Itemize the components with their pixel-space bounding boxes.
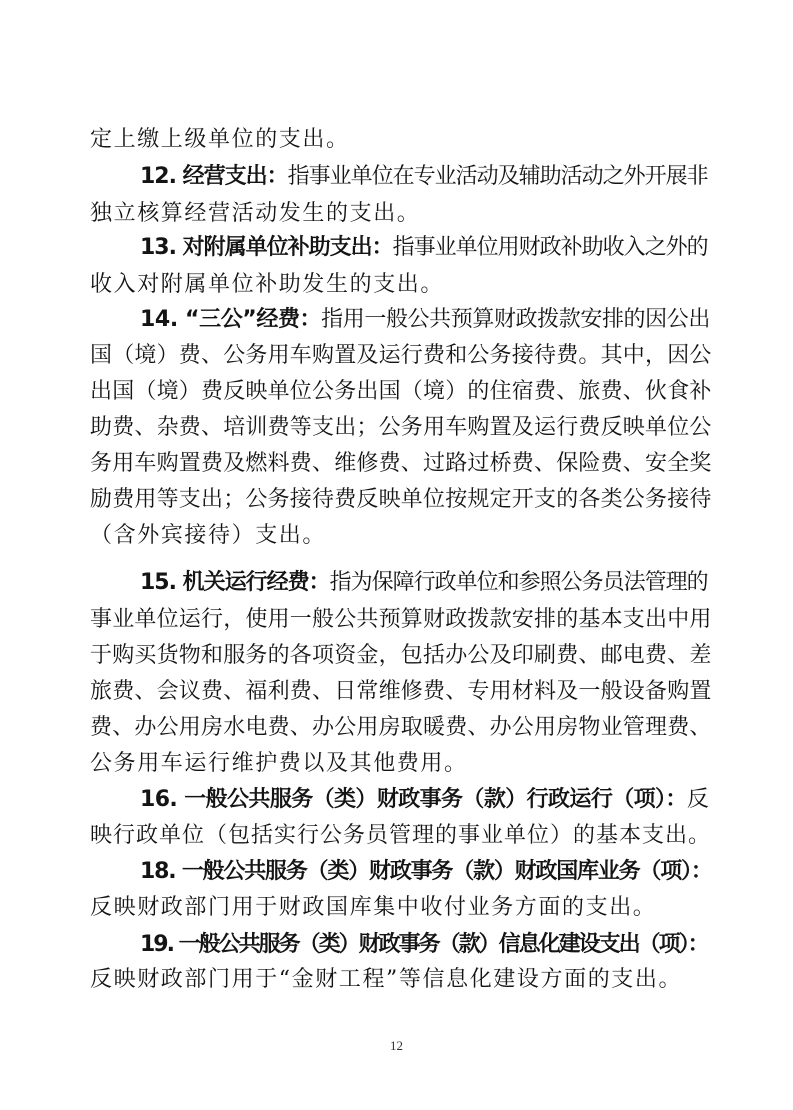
- definition-term: 14. “三公”经费：: [140, 307, 322, 332]
- definition-term: 15. 机关运行经费：: [140, 570, 330, 595]
- paragraph-text: 收入对附属单位补助发生的支出。: [90, 272, 445, 297]
- text-line: [90, 677, 712, 707]
- paragraph-text: 出国（境）费反映单位公务出国（境）的住宿费、旅费、伙食补: [90, 379, 712, 404]
- definition-term: 13. 对附属单位补助支出：: [140, 235, 393, 260]
- paragraph-text: 励费用等支出；公务接待费反映单位按规定开支的各类公务接待: [90, 487, 712, 512]
- paragraph-text: 助费、杂费、培训费等支出；公务用车购置及运行费反映单位公: [90, 415, 712, 440]
- paragraph-text: 指事业单位用财政补助收入之外的: [392, 235, 708, 260]
- paragraph-text: 国（境）费、公务用车购置及运行费和公务接待费。其中，因公: [90, 343, 712, 368]
- text-line: [90, 449, 712, 479]
- text-line: [90, 199, 420, 229]
- text-line: [140, 568, 708, 598]
- paragraph-text: 于购买货物和服务的各项资金，包括办公及印刷费、邮电费、差: [90, 643, 712, 668]
- definition-term: 12. 经营支出：: [140, 164, 288, 189]
- paragraph-text: 费、办公用房水电费、办公用房取暖费、办公用房物业管理费、: [90, 715, 712, 740]
- text-line: [90, 893, 656, 923]
- text-line: [90, 641, 712, 671]
- text-line: [90, 125, 350, 155]
- paragraph-text: 指用一般公共预算财政拨款安排的因公出: [321, 307, 710, 332]
- text-line: [90, 749, 468, 779]
- paragraph-text: 反映财政部门用于财政国库集中收付业务方面的支出。: [90, 895, 657, 920]
- text-line: [140, 162, 708, 192]
- text-line: [140, 930, 708, 960]
- paragraph-text: 反映财政部门用于“金财工程”等信息化建设方面的支出。: [90, 967, 683, 992]
- paragraph-text: 映行政单位（包括实行公务员管理的事业单位）的基本支出。: [90, 823, 712, 848]
- page-number: 12: [390, 1038, 403, 1053]
- definition-term: 19. 一般公共服务（类）财政事务（款）信息化建设支出（项）：: [140, 932, 708, 957]
- text-line: [90, 377, 712, 407]
- paragraph-text: 指事业单位在专业活动及辅助活动之外开展非: [287, 164, 708, 189]
- paragraph-text: 事业单位运行，使用一般公共预算财政拨款安排的基本支出中用: [90, 607, 712, 632]
- paragraph-text: 定上缴上级单位的支出。: [90, 127, 350, 152]
- text-line: [140, 233, 708, 263]
- definition-term: 16. 一般公共服务（类）财政事务（款）行政运行（项）：: [140, 787, 687, 812]
- paragraph-text: 务用车购置费及燃料费、维修费、过路过桥费、保险费、安全奖: [90, 451, 712, 476]
- paragraph-text: 指为保障行政单位和参照公务员法管理的: [329, 570, 708, 595]
- text-line: [90, 341, 712, 371]
- paragraph-text: 独立核算经营活动发生的支出。: [90, 201, 421, 226]
- paragraph-text: 公务用车运行维护费以及其他费用。: [90, 751, 468, 776]
- text-line: [90, 965, 682, 995]
- text-line: [140, 857, 712, 887]
- paragraph-text: （含外宾接待）支出。: [90, 523, 327, 548]
- text-line: [90, 521, 326, 551]
- definition-term: 18. 一般公共服务（类）财政事务（款）财政国库业务（项）：: [140, 859, 712, 884]
- text-line: [90, 485, 712, 515]
- text-line: [90, 821, 711, 851]
- text-line: [90, 413, 712, 443]
- text-line: [140, 305, 710, 335]
- text-line: [90, 270, 444, 300]
- text-line: [90, 605, 712, 635]
- text-line: [90, 713, 712, 743]
- text-line: [140, 785, 708, 815]
- paragraph-text: 旅费、会议费、福利费、日常维修费、专用材料及一般设备购置: [90, 679, 712, 704]
- paragraph-text: 反: [686, 787, 709, 812]
